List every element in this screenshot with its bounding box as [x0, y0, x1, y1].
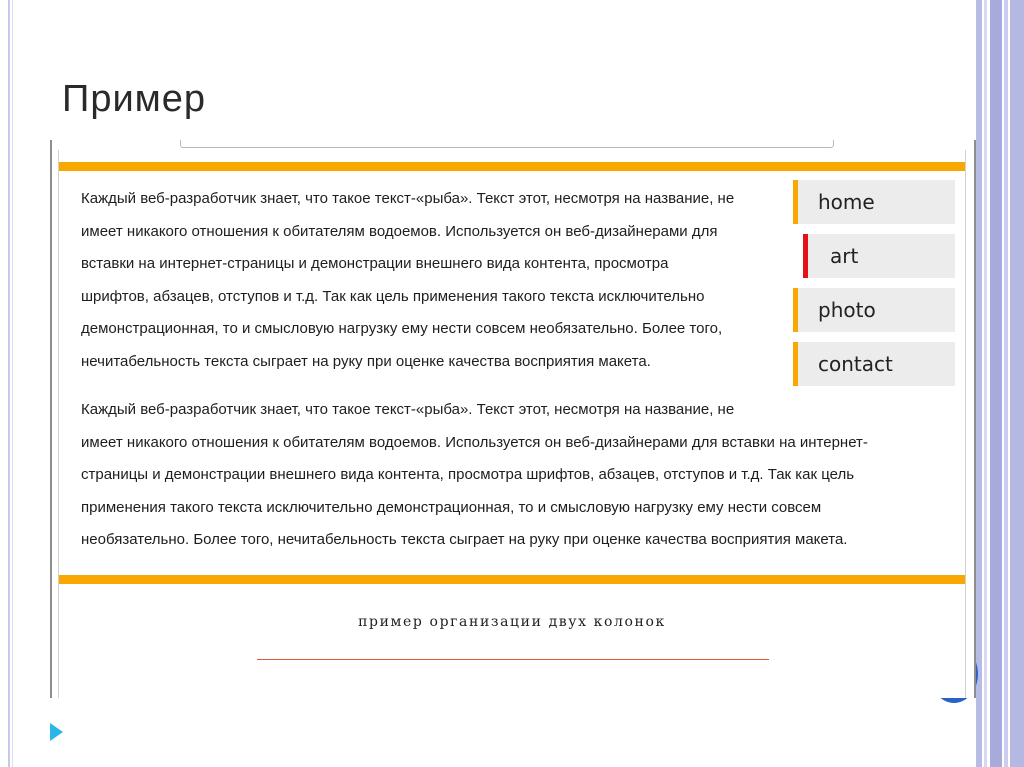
slide-title: Пример — [62, 78, 207, 120]
nav-item-photo[interactable]: photo — [793, 288, 955, 332]
address-bar[interactable] — [180, 140, 834, 148]
nav-item-home[interactable]: home — [793, 180, 955, 224]
caption-text: пример организации двух колонок — [358, 614, 666, 630]
website-screenshot — [50, 140, 976, 698]
slide-frame-left-inner — [12, 0, 13, 767]
footer-orange-bar — [59, 575, 965, 584]
main-paragraph-1: Каждый веб-разработчик знает, что такое текст-«рыба». Текст этот, несмотря на название, не имеет никакого отношения к обитателям водоемов. Используется он веб-дизайнерами для вставки на интернет-страницы и демонстрации внешнего вида контента, просмотра шрифтов, абзацев, отступов и т.д. Так как цель применения такого текста исключительно демонстрационная, то и смысловую нагрузку ему нести совсем необязательно. Более того, нечитабельность текста сыграет на руку при оценке качества восприятия макета. — [81, 190, 735, 370]
caption-underline — [257, 659, 769, 660]
slide-frame-left — [8, 0, 10, 767]
page-content — [58, 150, 966, 698]
slide-frame-right — [976, 0, 1024, 767]
sidebar-nav — [793, 180, 955, 396]
nav-item-contact[interactable]: contact — [793, 342, 955, 386]
play-icon[interactable] — [50, 723, 63, 741]
main-paragraph-2: Каждый веб-разработчик знает, что такое текст-«рыба». Текст этот, несмотря на название, не имеет никакого отношения к обитателям водоемов. Используется он веб-дизайнерами для вставки на интернет- страницы и демонстрации внешнего вида контента, просмотра шрифтов, абзацев, отступов и т.д. Так как цель применения такого текста исключительно демонстрационная, то и смысловую нагрузку ему нести совсем необязательно. Более того, нечитабельность текста сыграет на руку при оценке качества восприятия макета. — [81, 401, 868, 548]
header-orange-bar — [59, 162, 965, 171]
nav-item-art[interactable]: art — [803, 234, 955, 278]
